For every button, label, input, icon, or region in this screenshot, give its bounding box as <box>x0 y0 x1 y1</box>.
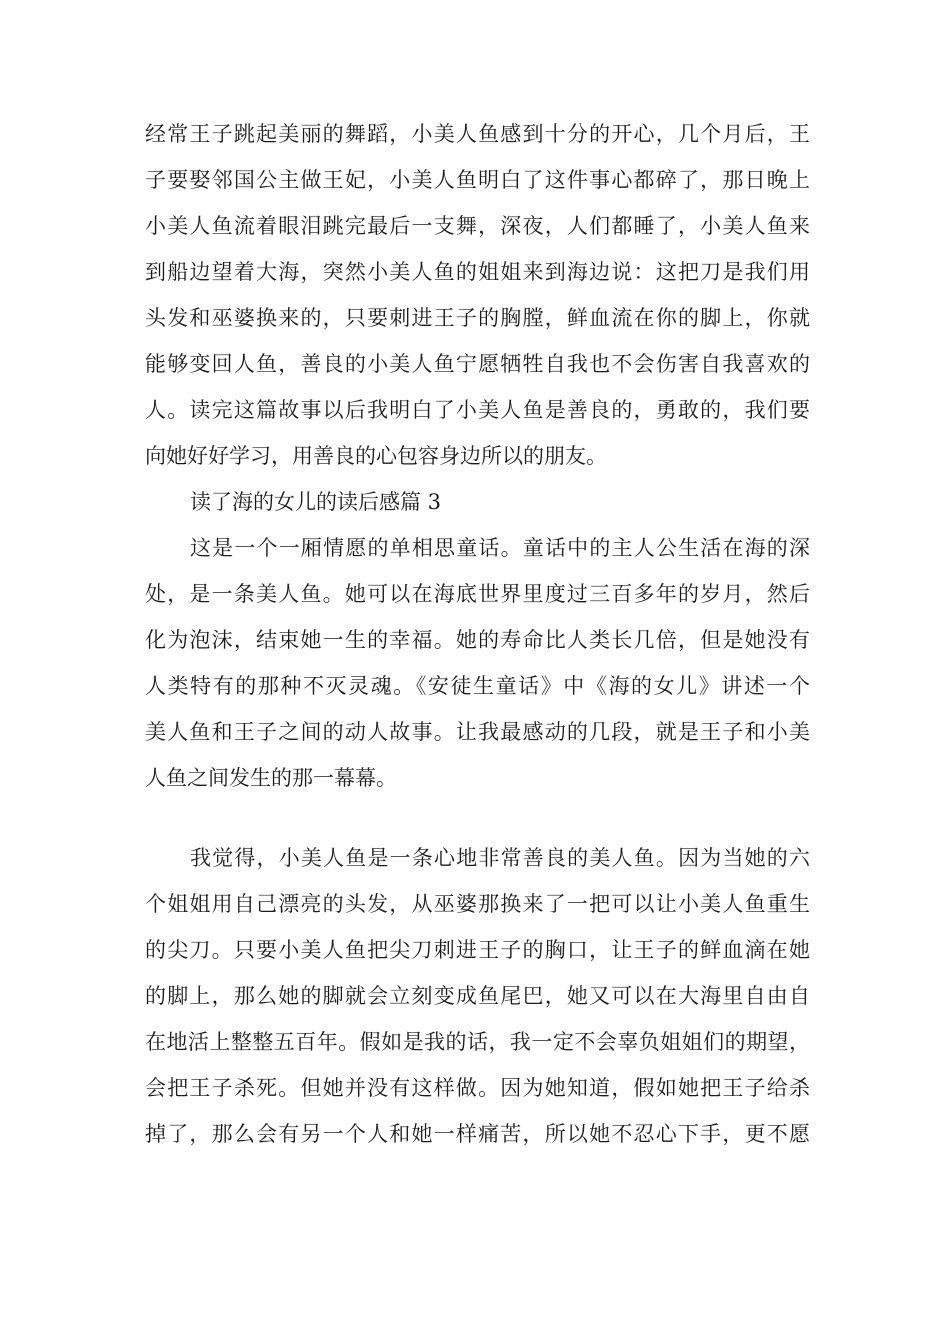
text-line: 个姐姐用自己漂亮的头发，从巫婆那换来了一把可以让小美人鱼重生 <box>145 892 810 916</box>
text-line: 子要娶邻国公主做王妃，小美人鱼明白了这件事心都碎了，那日晚上 <box>145 168 810 192</box>
text-line: 人。读完这篇故事以后我明白了小美人鱼是善良的，勇敢的，我们要 <box>145 398 810 422</box>
section-heading: 读了海的女儿的读后感篇 3 <box>190 490 442 514</box>
text-line: 会把王子杀死。但她并没有这样做。因为她知道，假如她把王子给杀 <box>145 1076 810 1100</box>
text-line: 美人鱼和王子之间的动人故事。让我最感动的几段，就是王子和小美 <box>145 720 810 744</box>
text-line: 小美人鱼流着眼泪跳完最后一支舞，深夜，人们都睡了，小美人鱼来 <box>145 214 810 238</box>
text-column-continued <box>145 835 810 1157</box>
text-line: 能够变回人鱼，善良的小美人鱼宁愿牺牲自我也不会伤害自我喜欢的 <box>145 352 810 376</box>
text-line: 我觉得，小美人鱼是一条心地非常善良的美人鱼。因为当她的六 <box>190 846 810 870</box>
text-line: 经常王子跳起美丽的舞蹈，小美人鱼感到十分的开心，几个月后，王 <box>145 122 810 146</box>
text-line: 人鱼之间发生的那一幕幕。 <box>145 766 397 790</box>
text-column <box>145 111 810 801</box>
text-line: 头发和巫婆换来的，只要刺进王子的胸膛，鲜血流在你的脚上，你就 <box>145 306 810 330</box>
text-line: 的脚上，那么她的脚就会立刻变成鱼尾巴，她又可以在大海里自由自 <box>145 984 810 1008</box>
text-line: 掉了，那么会有另一个人和她一样痛苦，所以她不忍心下手，更不愿 <box>145 1122 810 1146</box>
text-line: 在地活上整整五百年。假如是我的话，我一定不会辜负姐姐们的期望， <box>145 1030 810 1054</box>
text-line: 化为泡沫，结束她一生的幸福。她的寿命比人类长几倍，但是她没有 <box>145 628 810 652</box>
text-line: 的尖刀。只要小美人鱼把尖刀刺进王子的胸口，让王子的鲜血滴在她 <box>145 938 810 962</box>
text-line: 人类特有的那种不灭灵魂。《安徒生童话》中《海的女儿》讲述一个 <box>145 674 810 698</box>
text-line: 这是一个一厢情愿的单相思童话。童话中的主人公生活在海的深 <box>190 536 810 560</box>
text-line: 到船边望着大海，突然小美人鱼的姐姐来到海边说：这把刀是我们用 <box>145 260 810 284</box>
text-line: 向她好好学习，用善良的心包容身边所以的朋友。 <box>145 444 607 468</box>
text-line: 处，是一条美人鱼。她可以在海底世界里度过三百多年的岁月，然后 <box>145 582 810 606</box>
